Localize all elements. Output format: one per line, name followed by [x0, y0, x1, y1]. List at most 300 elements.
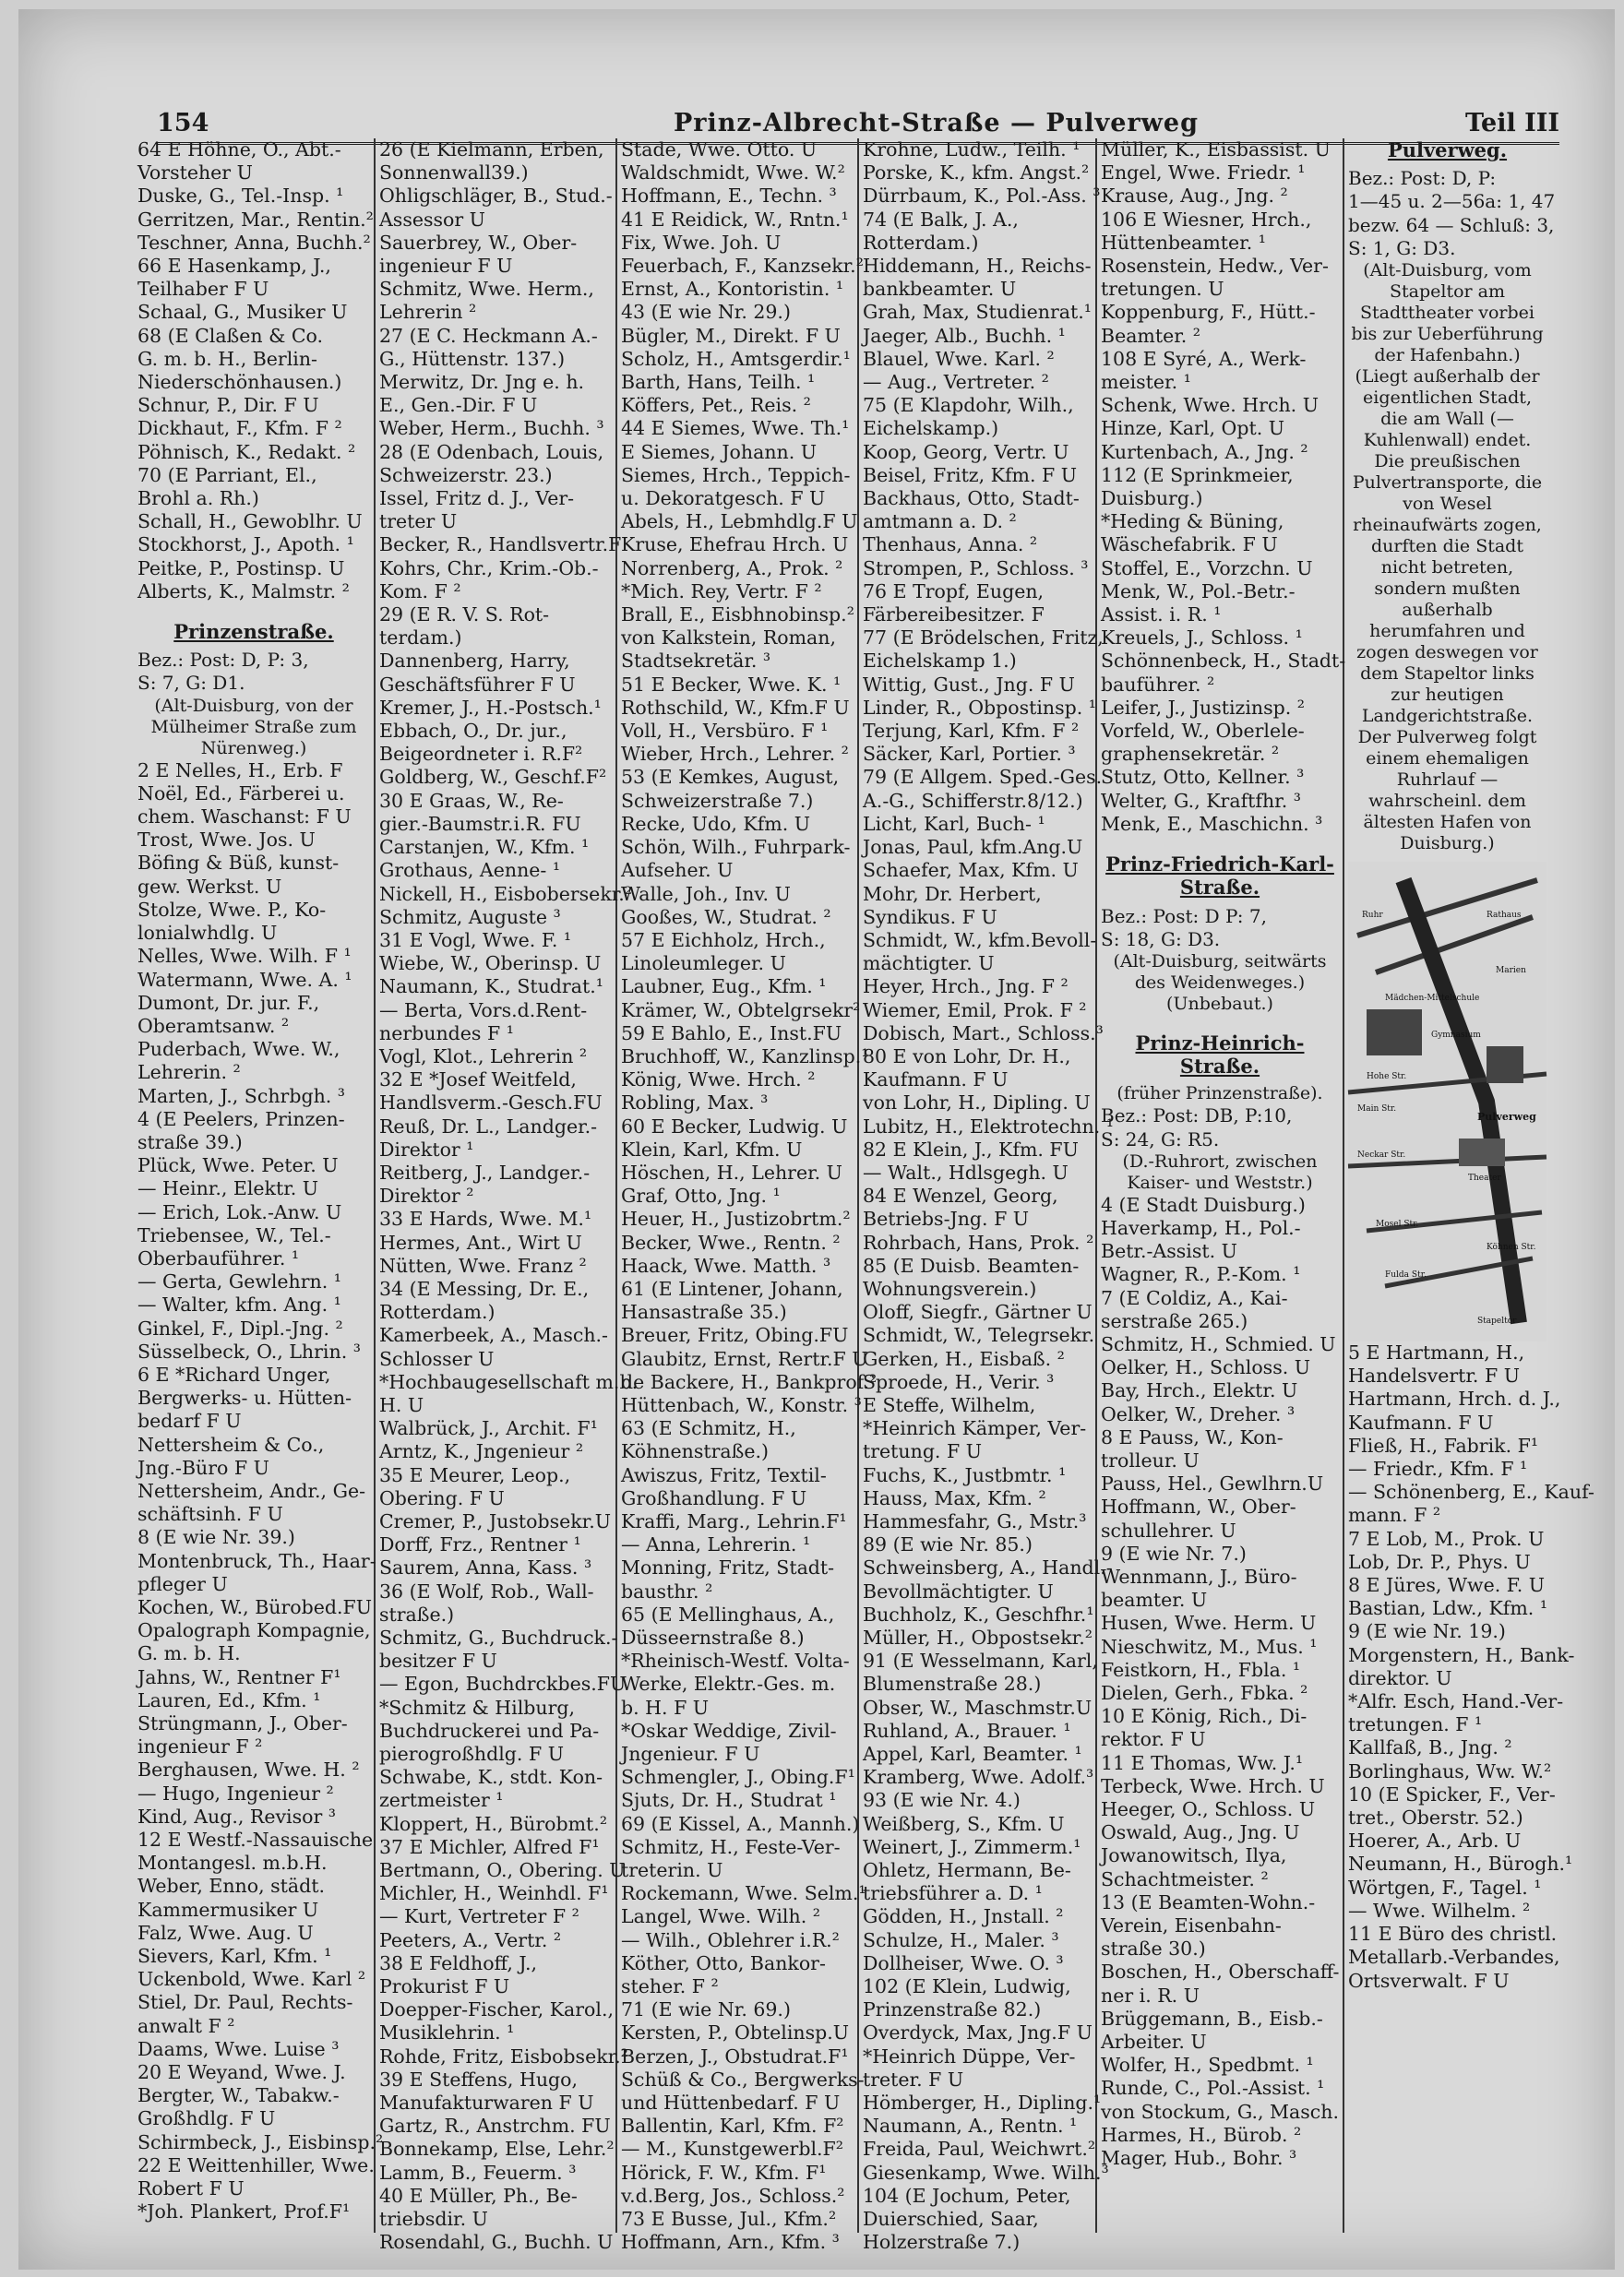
directory-entry: Schmidt, W., kfm.Bevoll- — [863, 928, 1097, 951]
map-label: Main Str. — [1357, 1104, 1397, 1115]
directory-entry: bausthr. ² — [621, 1580, 713, 1603]
map-label: Mädchen-Mittelschule — [1385, 994, 1480, 1004]
map-label: Marien — [1496, 966, 1526, 976]
directory-entry: Betr.-Assist. U — [1101, 1240, 1237, 1263]
directory-entry: Grothaus, Aenne- ¹ — [379, 859, 561, 882]
directory-entry: — Walter, kfm. Ang. ¹ — [137, 1293, 341, 1317]
directory-entry: amtmann a. D. ² — [863, 510, 1017, 533]
map-label: Rathaus — [1487, 911, 1522, 921]
directory-entry: 4 (E Peelers, Prinzen- — [137, 1107, 345, 1130]
street-description: (Alt-Duisburg, vom Stapeltor am Stadttheater vorbei bis zur Ueberführung der Hafenbahn.) (Liegt außerhalb der eigentlichen Stadt, die am Wall (— Kuhlenwall) endet. Die preußischen Pulvertransporte, die von Wesel rheinaufwärts zogen, durften die Stadt nicht betreten, sondern mußten außerhalb herumfahren und zogen deswegen vor dem Stapeltor links zur heutigen Landgerichtstraße. Der Pulverweg folgt einem ehemaligen Ruhrlauf — wahrscheinl. dem ältesten Hafen von Duisburg.) — [1351, 260, 1544, 854]
directory-entry: Breuer, Fritz, Obing.FU — [621, 1324, 849, 1347]
directory-entry: Duisburg.) — [1101, 487, 1203, 510]
directory-entry: Langel, Wwe. Wilh. ² — [621, 1905, 820, 1928]
directory-entry: Nettersheim, Andr., Ge- — [137, 1479, 366, 1502]
directory-entry: Haverkamp, H., Pol.- — [1101, 1216, 1301, 1239]
street-district-info — [1101, 905, 1339, 951]
directory-entry: 66 E Hasenkamp, J., — [137, 255, 331, 278]
directory-entry: Kreuels, J., Schloss. ¹ — [1101, 626, 1303, 650]
directory-entry: Menk, W., Pol.-Betr.- — [1101, 579, 1296, 602]
directory-entry: König, Wwe. Hrch. ² — [621, 1068, 816, 1091]
directory-entry: 60 E Becker, Ludwig. U — [621, 1115, 848, 1138]
directory-entry: 43 (E wie Nr. 29.) — [621, 301, 791, 324]
directory-entry: Hammesfahr, G., Mstr.³ — [863, 1509, 1087, 1532]
directory-entry: Linoleumleger. U — [621, 952, 786, 975]
directory-entry: Prinzenstraße 82.) — [863, 1998, 1042, 2021]
directory-entry: Kind, Aug., Revisor ³ — [137, 1805, 337, 1828]
directory-entry: Dollheiser, Wwe. O. ³ — [863, 1951, 1064, 1974]
directory-entry: Duierschied, Saar, — [863, 2208, 1039, 2231]
directory-entry: nerbundes F ¹ — [379, 1021, 514, 1044]
directory-entry: 8 E Jüres, Wwe. F. U — [1348, 1574, 1546, 1597]
directory-entry: Kloppert, H., Bürobmt.² — [379, 1812, 608, 1835]
directory-entry: Jowanowitsch, Ilya, — [1101, 1844, 1287, 1867]
directory-entry: Carstanjen, W., Kfm. ¹ — [379, 836, 590, 859]
directory-entry: Schmitz, G., Buchdruck.- — [379, 1627, 618, 1649]
directory-entry: 7 (E Coldiz, A., Kai- — [1101, 1286, 1288, 1309]
directory-entry: Obser, W., Maschmstr.U — [863, 1696, 1093, 1719]
directory-entry: Brohl a. Rh.) — [137, 487, 259, 510]
directory-entry: Hauss, Max, Kfm. ² — [863, 1486, 1046, 1509]
directory-entry: mann. F ² — [1348, 1504, 1441, 1527]
directory-entry: Merwitz, Dr. Jng e. h. — [379, 371, 585, 394]
directory-entry: Wieber, Hrch., Lehrer. ² — [621, 743, 849, 766]
directory-entry: treter. F U — [863, 2068, 964, 2091]
directory-entry: — Berta, Vors.d.Rent- — [379, 998, 588, 1021]
directory-entry: Weinert, J., Zimmerm.¹ — [863, 1835, 1081, 1858]
directory-entry: 27 (E C. Heckmann A.- — [379, 324, 598, 347]
directory-entry: 106 E Wiesner, Hrch., — [1101, 208, 1312, 231]
street-info-line: S: 18, G: D3. — [1101, 927, 1221, 950]
entry-list — [1101, 1194, 1339, 2171]
directory-entry: Alberts, K., Malmstr. ² — [137, 579, 350, 602]
directory-entry: 8 E Pauss, W., Kon- — [1101, 1425, 1284, 1448]
directory-entry: Schmitz, H., Feste-Ver- — [621, 1835, 841, 1858]
directory-entry: straße.) — [379, 1603, 455, 1626]
map-label: Stapeltor — [1477, 1317, 1517, 1327]
directory-entry: Schüß & Co., Bergwerks- — [621, 2068, 865, 2091]
directory-entry: 20 E Weyand, Wwe. J. — [137, 2061, 346, 2084]
directory-entry: 26 (E Kielmann, Erben, — [379, 138, 604, 161]
directory-entry: Schweizerstr. 23.) — [379, 463, 553, 486]
directory-entry: Boschen, H., Oberschaff- — [1101, 1961, 1340, 1984]
directory-entry: Becker, R., Handlsvertr.F — [379, 533, 622, 556]
directory-entry: Nieschwitz, M., Mus. ¹ — [1101, 1635, 1318, 1658]
directory-entry: 10 E König, Rich., Di- — [1101, 1705, 1308, 1728]
directory-entry: 30 E Graas, W., Re- — [379, 789, 564, 812]
directory-entry: Norrenberg, A., Prok. ² — [621, 556, 843, 579]
entry-list — [1348, 1341, 1594, 1993]
directory-entry: Betriebs-Jng. F U — [863, 1208, 1030, 1231]
directory-entry: Marten, J., Schrbgh. ³ — [137, 1084, 346, 1107]
directory-entry: Pauss, Hel., Gewlhrn.U — [1101, 1472, 1324, 1496]
directory-entry: Husen, Wwe. Herm. U — [1101, 1612, 1317, 1635]
directory-entry: Schenk, Wwe. Hrch. U — [1101, 394, 1319, 417]
directory-entry: Holzerstraße 7.) — [863, 2231, 1021, 2254]
directory-entry: Schaal, G., Musiker U — [137, 301, 348, 324]
directory-entry: Oelker, W., Dreher. ³ — [1101, 1402, 1296, 1425]
directory-entry: 74 (E Balk, J. A., — [863, 208, 1019, 231]
directory-entry: Fließ, H., Fabrik. F¹ — [1348, 1434, 1539, 1457]
directory-entry: Ernst, A., Kontoristin. ¹ — [621, 278, 844, 301]
directory-entry: bauführer. ² — [1101, 673, 1215, 696]
directory-entry: Grah, Max, Studienrat.¹ — [863, 301, 1092, 324]
directory-entry: Hoerer, A., Arb. U — [1348, 1830, 1522, 1853]
directory-entry: meister. ¹ — [1101, 371, 1191, 394]
directory-entry: — Hugo, Ingenieur ² — [137, 1782, 334, 1805]
directory-entry: gew. Werkst. U — [137, 875, 282, 898]
directory-entry: Geschäftsführer F U — [379, 673, 576, 696]
directory-entry: Ohligschläger, B., Stud.- — [379, 185, 613, 208]
directory-entry: Dobisch, Mart., Schloss.³ — [863, 1021, 1104, 1044]
entry-list — [621, 138, 878, 2254]
directory-entry: Montangesl. m.b.H. — [137, 1852, 328, 1875]
directory-entry: Sauerbrey, W., Ober- — [379, 231, 578, 254]
directory-entry: 29 (E R. V. S. Rot- — [379, 603, 550, 626]
directory-entry: Kurtenbach, A., Jng. ² — [1101, 440, 1308, 463]
directory-entry: Niederschönhausen.) — [137, 371, 342, 394]
directory-entry: Heeger, O., Schloss. U — [1101, 1798, 1316, 1820]
directory-entry: Oswald, Aug., Jng. U — [1101, 1821, 1300, 1844]
directory-entry: 63 (E Schmitz, H., — [621, 1417, 796, 1440]
directory-entry: Beamter. ² — [1101, 324, 1201, 347]
directory-entry: 93 (E wie Nr. 4.) — [863, 1789, 1021, 1812]
directory-entry: Oloff, Siegfr., Gärtner U — [863, 1301, 1093, 1324]
directory-entry: 22 E Weittenhiller, Wwe. — [137, 2153, 375, 2176]
directory-entry: Kammermusiker U — [137, 1898, 319, 1921]
street-info-line: Bez.: Post: D P: 7, — [1101, 904, 1267, 927]
directory-entry: Watermann, Wwe. A. ¹ — [137, 968, 352, 991]
directory-entry: Lamm, B., Feuerm. ³ — [379, 2161, 577, 2184]
directory-entry: trolleur. U — [1101, 1448, 1200, 1472]
directory-entry: Bertmann, O., Obering. U — [379, 1859, 626, 1882]
directory-entry: Dickhaut, F., Kfm. F ² — [137, 417, 342, 440]
directory-entry: Uckenbold, Wwe. Karl ² — [137, 1968, 366, 1991]
directory-entry: Ruhland, A., Brauer. ¹ — [863, 1719, 1071, 1742]
directory-entry: Glaubitz, Ernst, Rertr.F U — [621, 1347, 868, 1370]
column-5 — [1097, 138, 1344, 2233]
directory-entry: Falz, Wwe. Aug. U — [137, 1921, 314, 1944]
directory-entry: mächtigter. U — [863, 952, 995, 975]
directory-entry: direktor. U — [1348, 1666, 1452, 1689]
directory-entry: Neumann, H., Bürogh.¹ — [1348, 1853, 1573, 1876]
directory-entry: Hoffmann, E., Techn. ³ — [621, 185, 837, 208]
map-label: Neckar Str. — [1357, 1150, 1406, 1161]
directory-entry: Reitberg, J., Landger.- — [379, 1161, 591, 1184]
directory-entry: Reuß, Dr. L., Landger.- — [379, 1115, 598, 1138]
directory-entry: Engel, Wwe. Friedr. ¹ — [1101, 161, 1306, 185]
directory-entry: Bastian, Ldw., Kfm. ¹ — [1348, 1597, 1548, 1620]
directory-entry: Beisel, Fritz, Kfm. F U — [863, 463, 1078, 486]
directory-entry: Bonnekamp, Else, Lehr.² — [379, 2138, 615, 2161]
directory-entry: 6 E *Richard Unger, — [137, 1363, 331, 1386]
directory-entry: Müller, H., Obpostsekr.² — [863, 1627, 1093, 1649]
directory-entry: Beigeordneter i. R.F² — [379, 743, 583, 766]
directory-entry: Thenhaus, Anna. ² — [863, 533, 1038, 556]
directory-entry: Berzen, J., Obstudrat.F¹ — [621, 2045, 849, 2068]
directory-entry: 59 E Bahlo, E., Inst.FU — [621, 1021, 842, 1044]
directory-entry: Rosenstein, Hedw., Ver- — [1101, 255, 1329, 278]
directory-entry: 61 (E Lintener, Johann, — [621, 1277, 843, 1300]
directory-entry: Prokurist F U — [379, 1975, 510, 1998]
directory-entry: E Steffe, Wilhelm, — [863, 1393, 1036, 1416]
directory-entry: Assessor U — [379, 208, 485, 231]
street-info-line: S: 24, G: R5. — [1101, 1127, 1220, 1150]
directory-entry: 12 E Westf.-Nassauische — [137, 1829, 374, 1852]
map-label: Pulverweg — [1477, 1111, 1536, 1124]
directory-entry: Strüngmann, J., Ober- — [137, 1712, 348, 1735]
directory-entry: Robling, Max. ³ — [621, 1091, 769, 1115]
directory-entry: Direktor ² — [379, 1185, 474, 1208]
directory-entry: Bay, Hrch., Elektr. U — [1101, 1379, 1298, 1402]
directory-entry: Manufakturwaren F U — [379, 2092, 594, 2115]
directory-entry: 13 (E Beamten-Wohn.- — [1101, 1890, 1316, 1913]
directory-entry: Verein, Eisenbahn- — [1101, 1914, 1282, 1937]
street-info-line: Bez.: Post: DB, P:10, — [1101, 1104, 1293, 1127]
directory-entry: straße 30.) — [1101, 1937, 1206, 1961]
directory-entry: Hoffmann, W., Ober- — [1101, 1496, 1296, 1519]
directory-entry: Abels, H., Lebmhdlg.F U — [621, 510, 858, 533]
directory-entry: Hartmann, Hrch. d. J., — [1348, 1388, 1561, 1411]
directory-entry: Eichelskamp.) — [863, 417, 999, 440]
directory-entry: tretungen. F ¹ — [1348, 1713, 1483, 1736]
directory-entry: Schirmbeck, J., Eisbinsp.² — [137, 2130, 384, 2153]
directory-entry: triebsführer a. D. ¹ — [863, 1882, 1043, 1905]
directory-entry: Schmidt, W., Telegrsekr. — [863, 1324, 1095, 1347]
street-info-line: bezw. 64 — Schluß: 3, — [1348, 213, 1555, 236]
directory-entry: Stockhorst, J., Apoth. ¹ — [137, 533, 354, 556]
directory-entry: — Wilh., Oblehrer i.R.² — [621, 1928, 840, 1951]
directory-entry: Lehrerin ² — [379, 301, 477, 324]
directory-entry: 64 E Höhne, O., Abt.- — [137, 138, 341, 161]
directory-entry: b. H. F U — [621, 1696, 710, 1719]
directory-entry: Schnur, P., Dir. F U — [137, 394, 319, 417]
directory-entry: Kremer, J., H.-Postsch.¹ — [379, 696, 602, 719]
directory-entry: Obering. F U — [379, 1486, 505, 1509]
directory-entry: 4 (E Stadt Duisburg.) — [1101, 1193, 1306, 1216]
directory-entry: Dorff, Frz., Rentner ¹ — [379, 1533, 581, 1556]
directory-entry: 102 (E Klein, Ludwig, — [863, 1975, 1071, 1998]
directory-entry: 91 (E Wesselmann, Karl, — [863, 1650, 1098, 1673]
directory-entry: *Heinrich Düppe, Ver- — [863, 2045, 1076, 2068]
directory-entry: Dannenberg, Harry, — [379, 650, 570, 673]
directory-entry: — Friedr., Kfm. F ¹ — [1348, 1458, 1528, 1481]
street-info-line: Bez.: Post: D, P: — [1348, 167, 1497, 190]
directory-entry: — Walt., Hdlsgegh. U — [863, 1161, 1069, 1184]
directory-entry: Welter, G., Kraftfhr. ³ — [1101, 789, 1301, 812]
directory-entry: Koop, Georg, Vertr. U — [863, 440, 1069, 463]
directory-entry: Eichelskamp 1.) — [863, 650, 1017, 673]
directory-entry: Schweinsberg, A., Handl.- — [863, 1556, 1113, 1580]
directory-entry: Buchholz, K., Geschfhr.¹ — [863, 1603, 1094, 1626]
directory-entry: lonialwhdlg. U — [137, 922, 278, 945]
directory-entry: Peeters, A., Vertr. ² — [379, 1928, 562, 1951]
directory-entry: Müller, K., Eisbassist. U — [1101, 138, 1331, 161]
map-label: Fulda Str. — [1385, 1270, 1427, 1281]
directory-entry: Daams, Wwe. Luise ³ — [137, 2037, 340, 2060]
directory-entry: *Rheinisch-Westf. Volta- — [621, 1650, 850, 1673]
directory-entry: Issel, Fritz d. J., Ver- — [379, 487, 575, 510]
directory-entry: Oberbauführer. ¹ — [137, 1246, 300, 1270]
entry-list — [1101, 138, 1346, 836]
entry-list — [137, 758, 384, 2224]
directory-entry: chem. Waschanst: F U — [137, 805, 352, 829]
directory-entry: Morgenstern, H., Bank- — [1348, 1643, 1575, 1666]
directory-entry: 68 (E Claßen & Co. — [137, 324, 324, 347]
directory-entry: 89 (E wie Nr. 85.) — [863, 1533, 1033, 1556]
directory-entry: Bevollmächtigter. U — [863, 1580, 1054, 1603]
street-former-name: (früher Prinzenstraße). — [1116, 1083, 1323, 1104]
directory-entry: Gerken, H., Eisbaß. ² — [863, 1347, 1065, 1370]
columns — [134, 138, 1594, 2254]
directory-entry: Linder, R., Obpostinsp. ¹ — [863, 696, 1096, 719]
directory-entry: Pöhnisch, K., Redakt. ² — [137, 440, 356, 463]
directory-entry: Rohde, Fritz, Eisbobsekr.² — [379, 2045, 628, 2068]
map-label: Köhnen Str. — [1487, 1243, 1536, 1253]
directory-entry: Kochen, W., Bürobed.FU — [137, 1595, 372, 1618]
directory-entry: Bruchhoff, W., Kanzlinsp.¹ — [621, 1044, 869, 1067]
street-district-info — [1101, 1104, 1339, 1150]
directory-entry: Süsselbeck, O., Lhrin. ³ — [137, 1340, 361, 1363]
directory-entry: de Backere, H., Bankprof.² — [621, 1370, 878, 1393]
directory-entry: ingenieur F ² — [137, 1735, 263, 1758]
directory-entry: 71 (E wie Nr. 69.) — [621, 1998, 791, 2021]
directory-entry: Schön, Wilh., Fuhrpark- — [621, 836, 851, 859]
directory-entry: Hoffmann, Arn., Kfm. ³ — [621, 2231, 840, 2254]
directory-entry: Wäschefabrik. F U — [1101, 533, 1278, 556]
directory-entry: Berghausen, Wwe. H. ² — [137, 1758, 360, 1782]
directory-entry: Ginkel, F., Dipl.-Jng. ² — [137, 1317, 343, 1340]
directory-entry: Werke, Elektr.-Ges. m. — [621, 1673, 836, 1696]
directory-entry: 84 E Wenzel, Georg, — [863, 1185, 1058, 1208]
directory-entry: Rosendahl, G., Buchh. U — [379, 2231, 614, 2254]
directory-entry: besitzer F U — [379, 1650, 497, 1673]
directory-entry: Schulze, H., Maler. ³ — [863, 1928, 1059, 1951]
directory-entry: Nickell, H., Eisbobersekr.² — [379, 882, 633, 905]
directory-entry: bedarf F U — [137, 1410, 242, 1433]
directory-entry: Teschner, Anna, Buchh.² — [137, 231, 371, 254]
directory-entry: Bügler, M., Direkt. F U — [621, 324, 841, 347]
directory-entry: 73 E Busse, Jul., Kfm.² — [621, 2208, 837, 2231]
directory-entry: H. U — [379, 1393, 424, 1416]
directory-entry: Stolze, Wwe. P., Ko- — [137, 898, 327, 921]
street-heading: Pulverweg. — [1387, 138, 1508, 161]
directory-entry: G. m. b. H. — [137, 1642, 241, 1665]
directory-entry: *Hochbaugesellschaft m.b. — [379, 1370, 639, 1393]
directory-entry: — Schönenberg, E., Kauf- — [1348, 1481, 1594, 1504]
directory-entry: Stade, Wwe. Otto. U — [621, 138, 818, 161]
directory-entry: Vogl, Klot., Lehrerin ² — [379, 1044, 588, 1067]
directory-entry: Direktor ¹ — [379, 1138, 474, 1161]
directory-entry: Schachtmeister. ² — [1101, 1867, 1269, 1890]
directory-entry: Hansastraße 35.) — [621, 1301, 787, 1324]
street-description: (Alt-Duisburg, von der Mülheimer Straße zum Nürenweg.) — [150, 695, 357, 758]
directory-entry: 35 E Meurer, Leop., — [379, 1463, 571, 1486]
directory-entry: Schmitz, Auguste ³ — [379, 905, 561, 928]
directory-entry: 77 (E Brödelschen, Fritz, — [863, 626, 1104, 650]
column-4 — [859, 138, 1114, 2254]
directory-entry: Scholz, H., Amtsgerdir.¹ — [621, 347, 851, 370]
map-label: Ruhr — [1362, 911, 1383, 921]
directory-entry: 82 E Klein, J., Kfm. FU — [863, 1138, 1079, 1161]
directory-entry: Giesenkamp, Wwe. Wilh.³ — [863, 2161, 1109, 2184]
directory-entry: von Lohr, H., Dipling. U — [863, 1091, 1091, 1115]
street-info-line: S: 1, G: D3. — [1348, 236, 1456, 259]
street-description: (D.-Ruhrort, zwischen Kaiser- und Weststr.) — [1122, 1150, 1318, 1193]
directory-entry: Leifer, J., Justizinsp. ² — [1101, 696, 1305, 719]
directory-entry: Peitke, P., Postinsp. U — [137, 556, 345, 579]
directory-entry: Weißberg, S., Kfm. U — [863, 1812, 1065, 1835]
directory-entry: Schweizerstraße 7.) — [621, 789, 814, 812]
directory-entry: Assist. i. R. ¹ — [1101, 603, 1222, 626]
street-district-info — [137, 649, 370, 695]
directory-entry: — Aug., Vertreter. ² — [863, 371, 1049, 394]
directory-entry: 31 E Vogl, Wwe. F. ¹ — [379, 928, 572, 951]
directory-entry: und Hüttenbedarf. F U — [621, 2092, 841, 2115]
street-heading: Prinzenstraße. — [173, 620, 334, 644]
column-6 — [1344, 138, 1594, 2233]
entry-list — [863, 138, 1114, 2254]
directory-entry: — Gerta, Gewlehrn. ¹ — [137, 1270, 342, 1293]
directory-entry: Graf, Otto, Jng. ¹ — [621, 1185, 781, 1208]
directory-entry: Lob, Dr. P., Phys. U — [1348, 1550, 1531, 1573]
directory-entry: Rockemann, Wwe. Selm.¹ — [621, 1882, 866, 1905]
directory-entry: tretung. F U — [863, 1440, 982, 1463]
directory-entry: Hörick, F. W., Kfm. F¹ — [621, 2161, 827, 2184]
directory-entry: — Wwe. Wilhelm. ² — [1348, 1899, 1531, 1922]
directory-entry: Schwabe, K., stdt. Kon- — [379, 1766, 603, 1789]
directory-entry: *Heinrich Kämper, Ver- — [863, 1417, 1087, 1440]
directory-entry: 75 (E Klapdohr, Wilh., — [863, 394, 1074, 417]
directory-entry: bankbeamter. U — [863, 278, 1017, 301]
directory-entry: treter U — [379, 510, 458, 533]
directory-entry: Monning, Fritz, Stadt- — [621, 1556, 835, 1580]
directory-entry: Koppenburg, F., Hütt.- — [1101, 301, 1316, 324]
street-district-info — [1348, 167, 1556, 260]
directory-entry: Voll, H., Versbüro. F ¹ — [621, 720, 829, 743]
directory-entry: Oberamtsanw. ² — [137, 1014, 290, 1037]
directory-entry: Teilhaber F U — [137, 278, 269, 301]
directory-entry: 10 (E Spicker, F., Ver- — [1348, 1782, 1556, 1806]
directory-entry: Walbrück, J., Archit. F¹ — [379, 1417, 598, 1440]
directory-entry: Wiemer, Emil, Prok. F ² — [863, 998, 1087, 1021]
directory-entry: Weber, Herm., Buchh. ³ — [379, 417, 604, 440]
directory-entry: *Alfr. Esch, Hand.-Ver- — [1348, 1690, 1564, 1713]
directory-entry: A.-G., Schifferstr.8/12.) — [863, 789, 1083, 812]
directory-entry: Kaufmann. F U — [863, 1068, 1009, 1091]
map-label: Hohe Str. — [1367, 1072, 1407, 1082]
directory-entry: 38 E Feldhoff, J., — [379, 1951, 538, 1974]
directory-entry: E., Gen.-Dir. F U — [379, 394, 538, 417]
directory-entry: Recke, Udo, Kfm. U — [621, 812, 811, 835]
directory-entry: Brüggemann, B., Eisb.- — [1101, 2007, 1323, 2030]
directory-entry: steher. F ² — [621, 1975, 719, 1998]
directory-entry: E Siemes, Johann. U — [621, 440, 818, 463]
directory-entry: Freida, Paul, Weichwrt.² — [863, 2138, 1096, 2161]
directory-entry: Rotterdam.) — [863, 231, 979, 254]
directory-entry: Licht, Karl, Buch- ¹ — [863, 812, 1045, 835]
directory-entry: Sievers, Karl, Kfm. ¹ — [137, 1945, 332, 1968]
directory-entry: Heuer, H., Justizobrtm.² — [621, 1208, 851, 1231]
directory-entry: straße 39.) — [137, 1130, 243, 1153]
directory-entry: Gooßes, W., Studrat. ² — [621, 905, 831, 928]
directory-entry: Naumann, K., Studrat.¹ — [379, 975, 603, 998]
directory-entry: Lubitz, H., Elektrotechn. ¹ — [863, 1115, 1114, 1138]
directory-entry: v.d.Berg, Jos., Schloss.² — [621, 2184, 845, 2207]
directory-entry: Plück, Wwe. Peter. U — [137, 1154, 339, 1177]
map-label: Theater — [1468, 1174, 1501, 1184]
directory-entry: Musiklehrin. ¹ — [379, 2021, 515, 2045]
